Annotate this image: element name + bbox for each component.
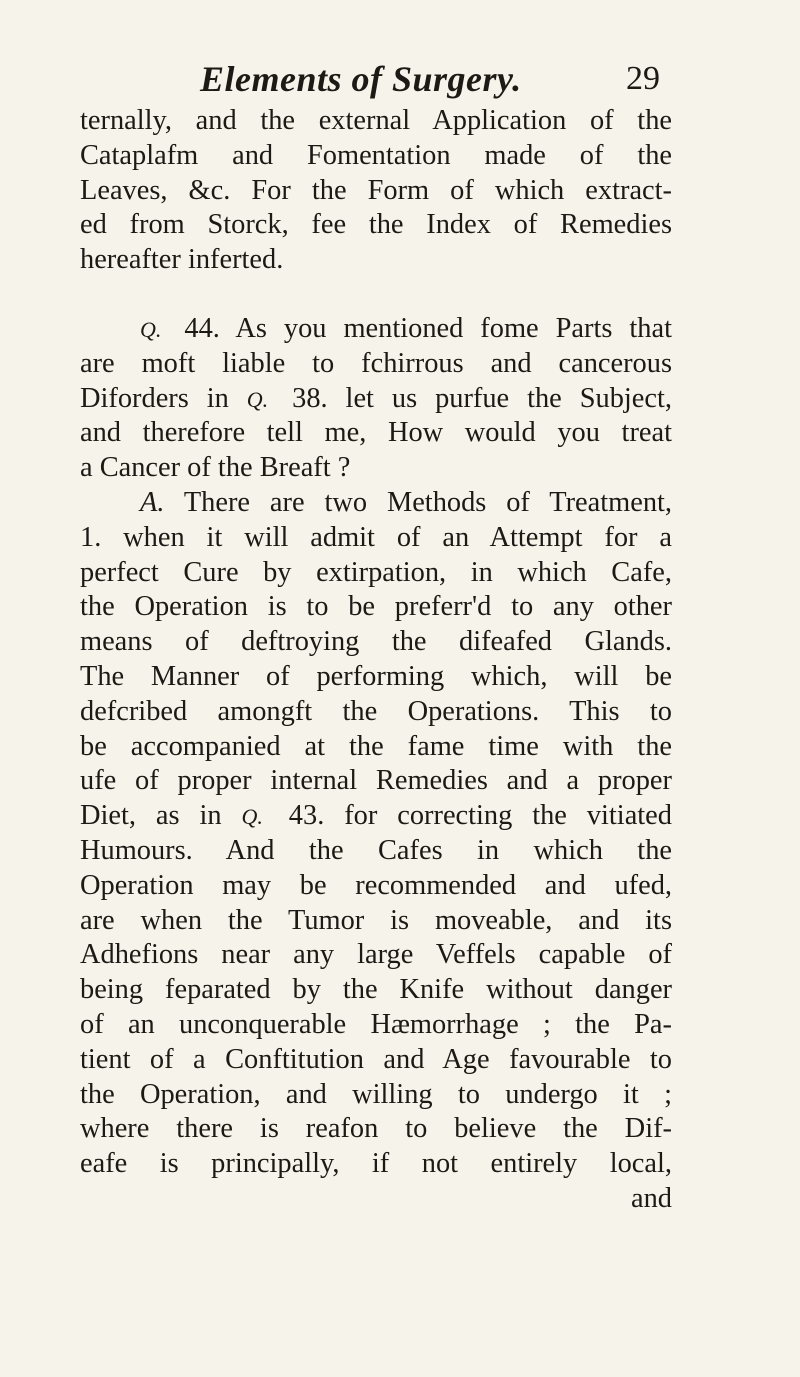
text-line: perfect Cure by extirpation, in which Cafe, xyxy=(80,556,672,588)
text-line: a Cancer of the Breaft ? xyxy=(80,452,351,484)
question-number: 44. xyxy=(184,312,220,344)
text-line: the Operation is to be preferr'd to any other xyxy=(80,591,672,623)
text-line: ufe of proper internal Remedies and a proper xyxy=(80,765,672,797)
answer-first-line xyxy=(80,486,672,521)
text-line: The Manner of performing which, will be xyxy=(80,660,672,692)
text-line: means of deftroying the difeafed Glands. xyxy=(80,626,672,658)
text-line: Cataplafm and Fomentation made of the xyxy=(80,139,672,171)
body-text xyxy=(80,104,672,1217)
text-line: be accompanied at the fame time with the xyxy=(80,730,672,762)
text-line: eafe is principally, if not entirely local, xyxy=(80,1148,672,1180)
text-line xyxy=(80,799,672,834)
text-line: hereafter inferted. xyxy=(80,244,284,276)
text-line: Operation may be recommended and ufed, xyxy=(80,869,672,901)
text-line: 1. when it will admit of an Attempt for a xyxy=(80,521,672,553)
question-mark-symbol: Q. xyxy=(246,386,269,412)
text-line: Adhefions near any large Veffels capable of xyxy=(80,939,672,971)
paragraph-gap xyxy=(80,278,672,312)
running-head: Elements of Surgery. xyxy=(200,59,522,99)
text-line: where there is reafon to believe the Dif- xyxy=(80,1113,672,1145)
text-segment: 43. for correcting the vitiated xyxy=(288,800,672,832)
text-segment: As you mentioned fome Parts that xyxy=(235,312,672,344)
text-line: tient of a Conftitution and Age favourable to xyxy=(80,1043,672,1075)
text-line: and therefore tell me, How would you treat xyxy=(80,417,672,449)
text-line: ternally, and the external Application of the xyxy=(80,105,672,136)
text-line: Leaves, &c. For the Form of which extract- xyxy=(80,174,672,206)
text-line: are when the Tumor is moveable, and its xyxy=(80,904,672,936)
catchword: and xyxy=(631,1182,672,1214)
question-first-line xyxy=(80,312,672,347)
text-segment: There are two Methods of Treatment, xyxy=(183,486,672,518)
text-line: defcribed amongft the Operations. This to xyxy=(80,695,672,727)
text-line: of an unconquerable Hæmorrhage ; the Pa- xyxy=(80,1008,672,1040)
text-line: being feparated by the Knife without danger xyxy=(80,974,672,1006)
page-header xyxy=(200,58,660,108)
question-mark-symbol: Q. xyxy=(241,804,263,830)
text-segment: 38. let us purfue the Subject, xyxy=(292,382,672,414)
answer-label: A. xyxy=(140,486,165,518)
question-mark-symbol: Q. xyxy=(140,316,162,342)
text-line xyxy=(80,382,672,417)
page-number: 29 xyxy=(626,60,660,97)
text-segment: Diforders in xyxy=(80,382,229,414)
text-segment: Diet, as in xyxy=(80,800,222,832)
text-line: Humours. And the Cafes in which the xyxy=(80,834,672,866)
text-line: ed from Storck, fee the Index of Remedies xyxy=(80,209,672,241)
text-line: are moft liable to fchirrous and cancerous xyxy=(80,347,672,379)
text-line: the Operation, and willing to undergo it ; xyxy=(80,1078,672,1110)
